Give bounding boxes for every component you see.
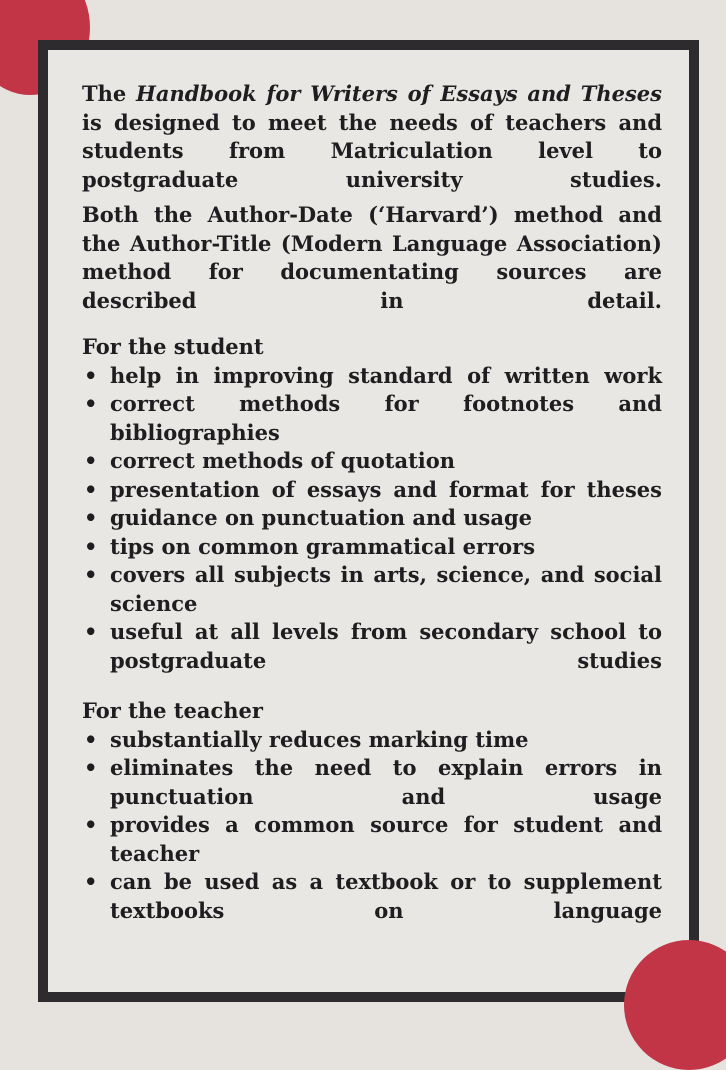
- student-heading: For the student: [82, 334, 264, 359]
- student-item: • tips on common grammatical errors: [82, 533, 662, 562]
- student-item: • covers all subjects in arts, science, and social science: [82, 561, 662, 618]
- student-item: • correct methods of quotation: [82, 447, 662, 476]
- book-title: Handbook for Writers of Essays and Theses: [136, 81, 662, 106]
- student-item: • presentation of essays and format for theses: [82, 476, 662, 505]
- student-item: • guidance on punctuation and usage: [82, 504, 662, 533]
- teacher-item: • can be used as a textbook or to supplement textbooks on language: [82, 868, 662, 925]
- student-list: [82, 362, 662, 676]
- teacher-list: [82, 726, 662, 926]
- teacher-heading: For the teacher: [82, 698, 263, 723]
- teacher-item: • provides a common source for student and teacher: [82, 811, 662, 868]
- teacher-item: • substantially reduces marking time: [82, 726, 662, 755]
- student-item: • useful at all levels from secondary school to postgraduate studies: [82, 618, 662, 675]
- teacher-item: • eliminates the need to explain errors in punctuation and usage: [82, 754, 662, 811]
- intro-text-end: is designed to meet the needs of teachers and students from Matriculation level to postgraduate university studies.: [82, 109, 662, 192]
- intro-paragraph-2: Both the Author-Date (‘Harvard’) method and the Author-Title (Modern Language Association) method for documentating sources are described in detail.: [82, 202, 662, 313]
- student-item: • help in improving standard of written work: [82, 362, 662, 391]
- back-cover-text: [82, 80, 662, 925]
- intro-paragraph-1: [82, 80, 662, 194]
- student-item: • correct methods for footnotes and bibliographies: [82, 390, 662, 447]
- intro-text-start: The: [82, 81, 136, 106]
